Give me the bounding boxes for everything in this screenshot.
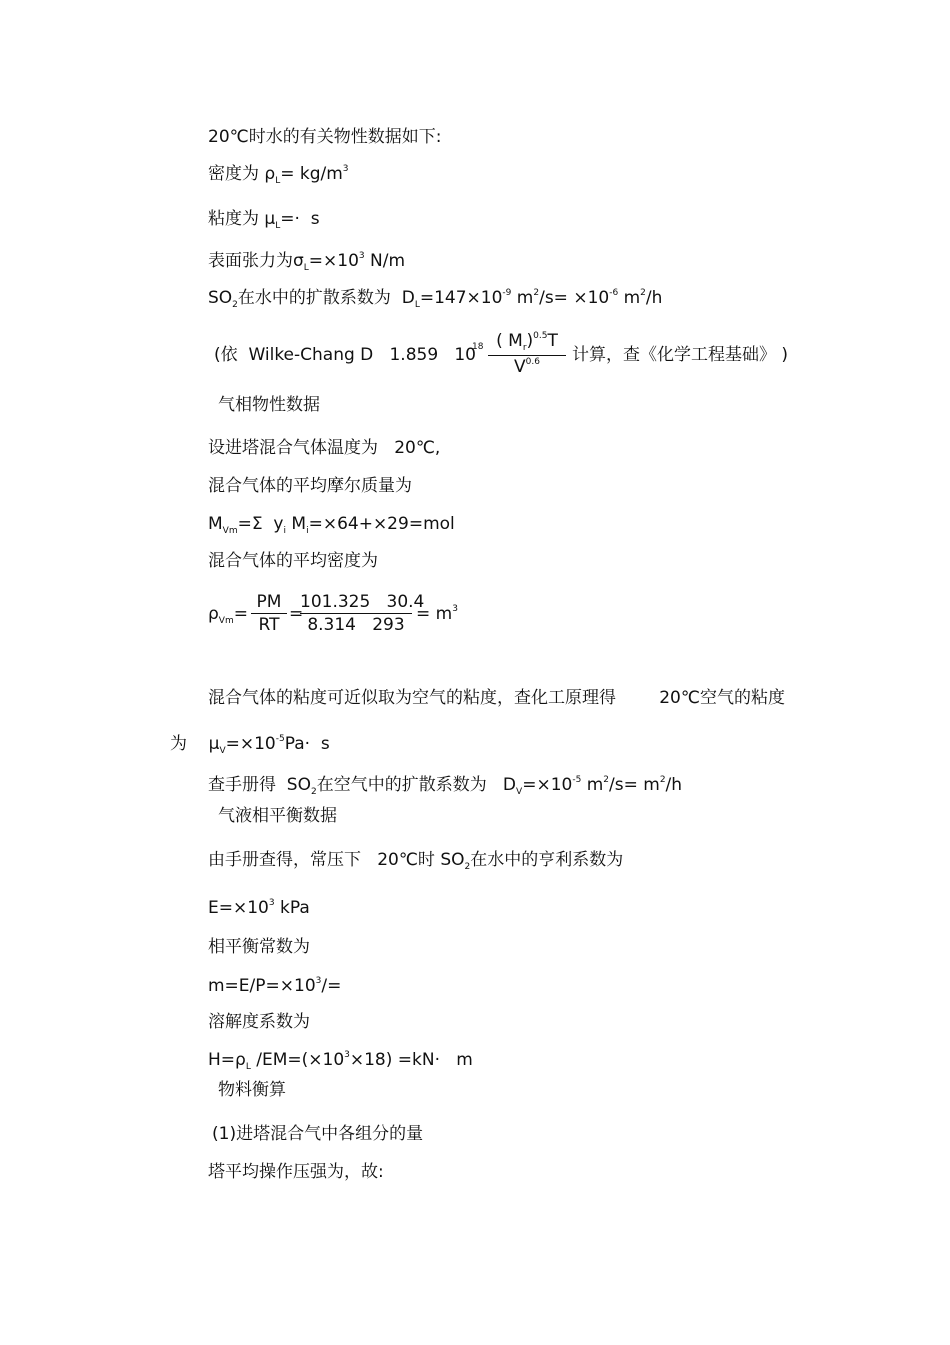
superscript: 2 bbox=[533, 288, 540, 298]
text: =Σ y bbox=[237, 514, 284, 534]
text: =×10 bbox=[522, 775, 573, 795]
text: = kg/m bbox=[280, 164, 343, 184]
fraction-numerator bbox=[488, 330, 566, 355]
superscript: -5 bbox=[275, 734, 285, 744]
superscript: -6 bbox=[609, 288, 619, 298]
subscript: 2 bbox=[232, 300, 238, 310]
text: 表面张力为σ bbox=[208, 251, 304, 271]
text: /= bbox=[321, 976, 342, 996]
text: m bbox=[581, 775, 604, 795]
superscript: 2 bbox=[640, 288, 646, 298]
fraction-denominator: RT bbox=[258, 615, 280, 635]
text: /EM=(×10 bbox=[250, 1050, 345, 1070]
text: 为 μ bbox=[170, 734, 220, 754]
text: 由手册查得，常压下 20℃时 SO bbox=[208, 850, 465, 870]
subscript: L bbox=[245, 1062, 251, 1072]
line-wilke-chang-prefix bbox=[214, 344, 476, 366]
superscript: 3 bbox=[344, 1050, 350, 1060]
superscript: 3 bbox=[452, 604, 458, 614]
superscript: 3 bbox=[358, 251, 365, 261]
fraction-denominator: 8.314 293 bbox=[307, 615, 405, 635]
heading-gas-phase: 气相物性数据 bbox=[218, 395, 320, 415]
text: 密度为 ρ bbox=[208, 164, 276, 184]
gas-density-result bbox=[416, 603, 458, 628]
text: kPa bbox=[274, 898, 310, 918]
fraction-numerator: 101.325 30.4 bbox=[300, 592, 425, 612]
subscript: Vm bbox=[222, 526, 238, 536]
text: m bbox=[511, 288, 534, 308]
text: 20℃时水的有关物性数据如下: bbox=[208, 127, 442, 147]
text: ρ bbox=[208, 604, 219, 624]
superscript: 3 bbox=[342, 164, 349, 174]
line-material-balance-2: 塔平均操作压强为，故: bbox=[208, 1162, 384, 1182]
line-surface-tension bbox=[208, 250, 405, 275]
text: N/m bbox=[364, 251, 406, 271]
text: ( M bbox=[496, 331, 523, 351]
subscript: L bbox=[303, 263, 309, 273]
text: /s= m bbox=[609, 775, 660, 795]
subscript: L bbox=[414, 300, 420, 310]
line-diffusion-gas bbox=[208, 774, 682, 799]
line-henry-value bbox=[208, 897, 310, 922]
superscript: 0.5 bbox=[533, 331, 548, 341]
text: = m bbox=[416, 604, 453, 624]
text: =147×10 bbox=[419, 288, 503, 308]
superscript: 3 bbox=[315, 976, 322, 986]
subscript: i bbox=[283, 526, 286, 536]
line-h-value bbox=[208, 1049, 473, 1074]
text: 在水中的亨利系数为 bbox=[470, 850, 624, 870]
subscript: Vm bbox=[218, 616, 234, 626]
text: m bbox=[618, 288, 641, 308]
text: SO bbox=[208, 288, 233, 308]
text: Pa· s bbox=[284, 734, 330, 754]
line-diffusion-liquid bbox=[208, 287, 662, 312]
subscript: V bbox=[219, 746, 226, 756]
subscript: V bbox=[516, 787, 523, 797]
text: = bbox=[233, 604, 248, 624]
line-gas-temperature: 设进塔混合气体温度为 20℃, bbox=[208, 438, 441, 458]
superscript: -9 bbox=[502, 288, 512, 298]
fraction-denominator bbox=[488, 356, 566, 381]
heading-material-balance: 物料衡算 bbox=[218, 1080, 286, 1100]
gas-density-fraction-1 bbox=[251, 591, 287, 636]
subscript: 2 bbox=[464, 862, 471, 872]
text: =×10 bbox=[225, 734, 276, 754]
text: =· s bbox=[280, 209, 320, 229]
subscript: L bbox=[275, 221, 281, 231]
text: /h bbox=[665, 775, 683, 795]
gas-density-fraction-2 bbox=[300, 591, 425, 636]
text: M bbox=[285, 514, 307, 534]
superscript: -5 bbox=[572, 775, 582, 785]
line-water-viscosity bbox=[208, 208, 320, 233]
text: 在水中的扩散系数为 D bbox=[237, 288, 415, 308]
text: ) bbox=[526, 331, 534, 351]
text: V bbox=[514, 357, 526, 377]
subscript: L bbox=[275, 176, 281, 186]
text: =×10 bbox=[308, 251, 359, 271]
superscript: 3 bbox=[268, 898, 275, 908]
subscript: i bbox=[306, 526, 309, 536]
wilke-chang-fraction bbox=[488, 330, 566, 381]
text: /h bbox=[645, 288, 663, 308]
text: 在空气中的扩散系数为 D bbox=[316, 775, 517, 795]
text: /s= ×10 bbox=[539, 288, 610, 308]
superscript: 2 bbox=[603, 775, 610, 785]
wilke-chang-suffix: 计算，查《化学工程基础》 ) bbox=[572, 345, 789, 365]
superscript: 2 bbox=[659, 775, 666, 785]
line-gas-viscosity-1: 混合气体的粘度可近似取为空气的粘度，查化工原理得 20℃空气的粘度 bbox=[208, 688, 785, 708]
text: ×18) =kN· m bbox=[349, 1050, 473, 1070]
text: 粘度为 μ bbox=[208, 209, 276, 229]
fraction-numerator: PM bbox=[256, 592, 282, 612]
subscript: r bbox=[522, 343, 527, 353]
text: E=×10 bbox=[208, 898, 269, 918]
line-material-balance-1: (1)进塔混合气中各组分的量 bbox=[212, 1124, 424, 1144]
superscript: 0.6 bbox=[525, 357, 540, 367]
line-henry-label bbox=[208, 849, 623, 874]
wilke-chang-exponent: 18 bbox=[472, 342, 484, 352]
line-gas-molar-mass-label: 混合气体的平均摩尔质量为 bbox=[208, 476, 412, 496]
line-water-density bbox=[208, 163, 349, 188]
line-h-label: 溶解度系数为 bbox=[208, 1012, 310, 1032]
gas-density-equals: = bbox=[289, 604, 304, 624]
text: (依 Wilke-Chang D 1.859 10 bbox=[214, 345, 476, 365]
line-water-props-intro bbox=[208, 126, 441, 148]
line-gas-viscosity-2 bbox=[170, 733, 330, 758]
line-gas-molar-mass-formula bbox=[208, 513, 455, 538]
subscript: 2 bbox=[310, 787, 317, 797]
line-m-value bbox=[208, 975, 341, 1000]
heading-equilibrium: 气液相平衡数据 bbox=[218, 806, 337, 826]
text: T bbox=[547, 331, 558, 351]
gas-density-rho bbox=[208, 603, 248, 628]
text: H=ρ bbox=[208, 1050, 246, 1070]
text: =×64+×29=mol bbox=[308, 514, 455, 534]
line-m-label: 相平衡常数为 bbox=[208, 937, 310, 957]
text: 查手册得 SO bbox=[208, 775, 311, 795]
line-gas-density-label: 混合气体的平均密度为 bbox=[208, 551, 378, 571]
text: M bbox=[208, 514, 223, 534]
text: m=E/P=×10 bbox=[208, 976, 316, 996]
